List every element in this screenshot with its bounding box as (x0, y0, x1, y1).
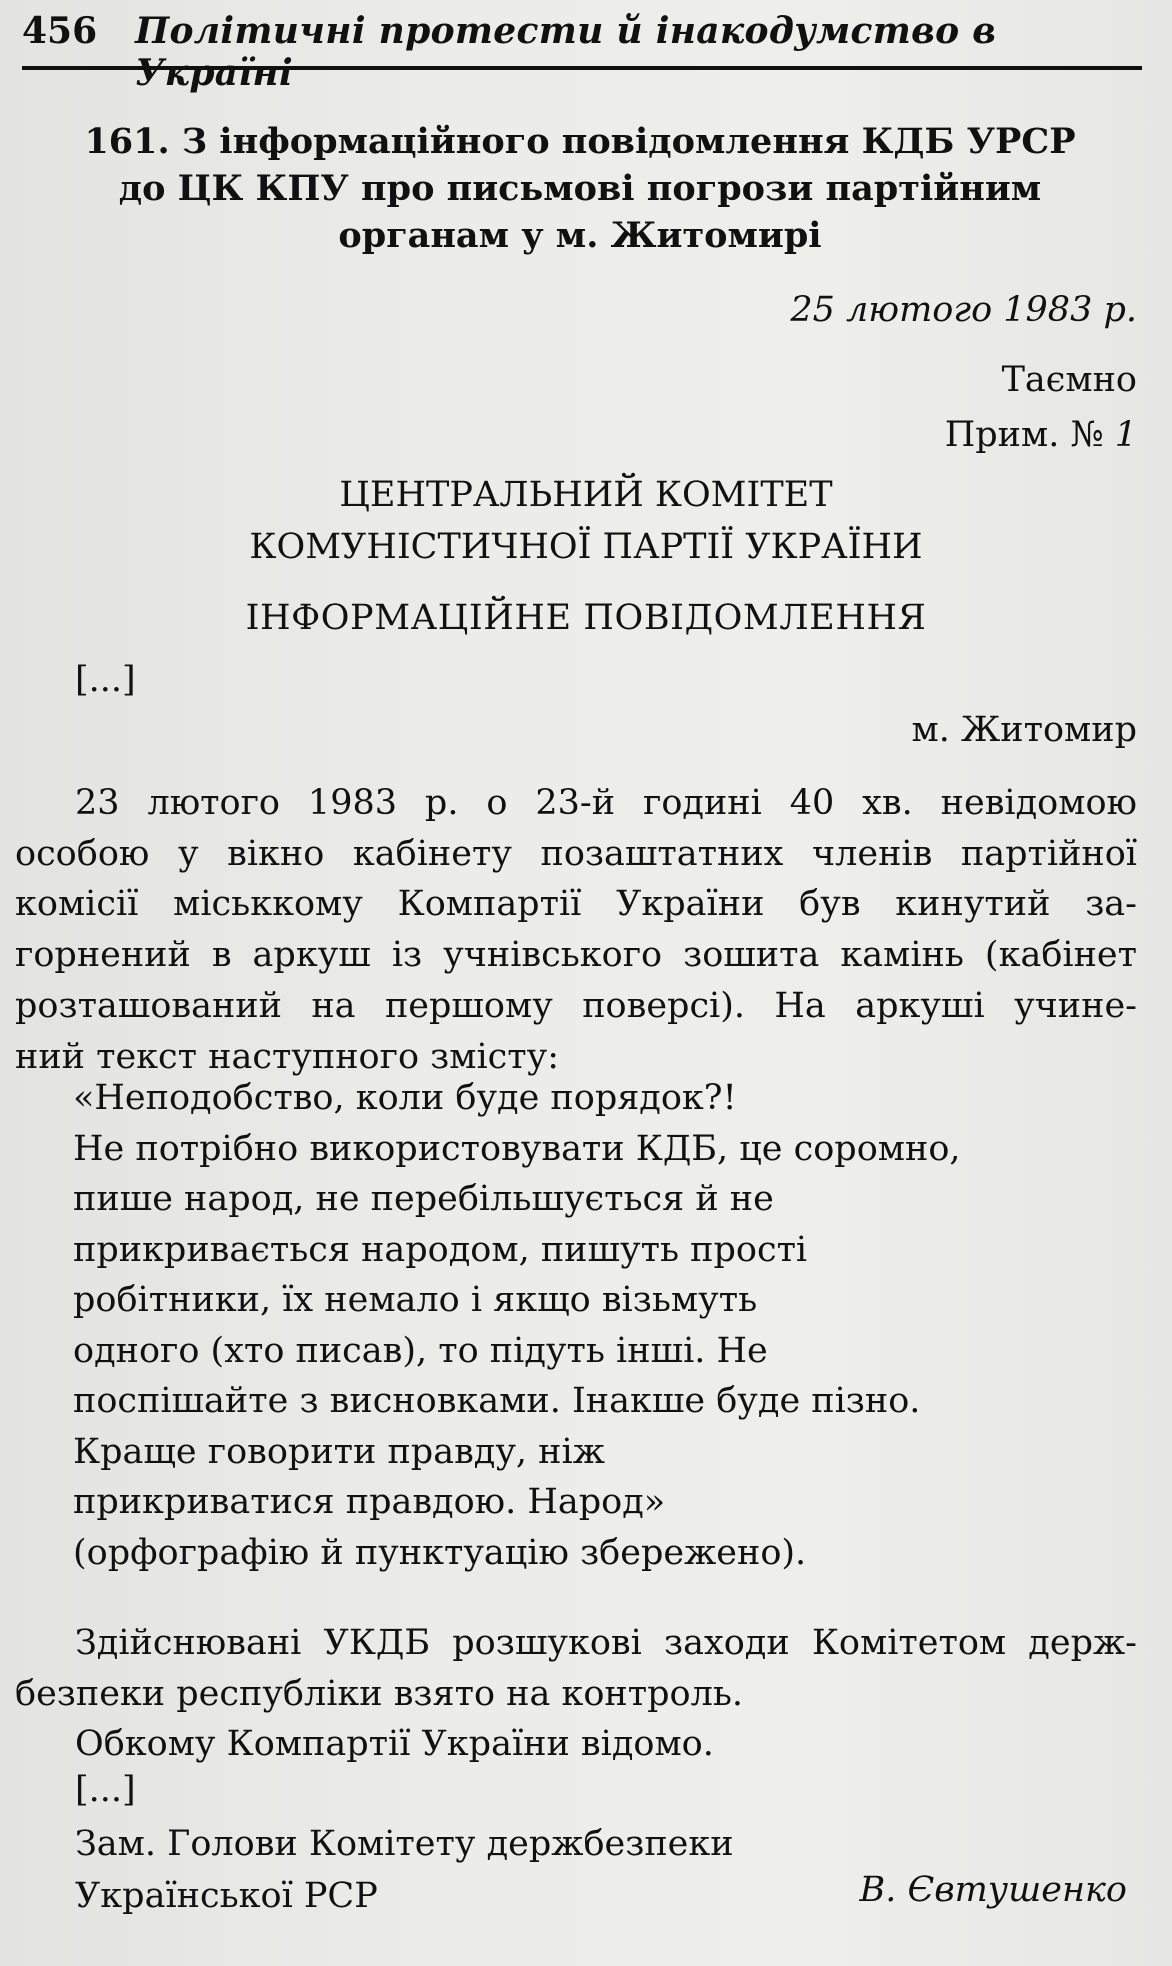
quote-line: прикривається народом, пишуть прості (73, 1229, 808, 1270)
addressee-line: КОМУНІСТИЧНОЇ ПАРТІЇ УКРАЇНИ (249, 527, 923, 567)
page-number: 456 (22, 10, 98, 52)
title-line: 161. З інформаційного повідомлення КДБ УРСР (84, 121, 1076, 162)
signature-position-line: Української РСР (75, 1876, 378, 1916)
document-date: 25 лютого 1983 р. (790, 290, 1137, 330)
document-title (70, 118, 1090, 259)
text-line: особою у вікно кабінету позаштатних членів партійної (15, 833, 1137, 874)
text-line: Здійснювані УКДБ розшукові заходи Комітетом держ- (75, 1623, 1137, 1663)
text-line: комісії міськкому Компартії України був кинутий за- (15, 884, 1137, 925)
report-heading: ІНФОРМАЦІЙНЕ ПОВІДОМЛЕННЯ (245, 598, 927, 638)
quote-line: пише народ, не перебільшується й не (73, 1179, 774, 1219)
addressee-line: ЦЕНТРАЛЬНИЙ КОМІТЕТ (339, 475, 833, 515)
text-line: безпеки республіки взято на контроль. (15, 1673, 743, 1714)
quote-line: (орфографію й пунктуацію збережено). (73, 1532, 807, 1573)
copy-number-value: 1 (1114, 415, 1137, 455)
omission-mark: [...] (75, 1770, 136, 1810)
quote-line: Не потрібно використовувати КДБ, це соромно, (73, 1128, 961, 1169)
text-line: Обкому Компартії України відомо. (75, 1724, 714, 1765)
text-line: ний текст наступного змісту: (15, 1036, 560, 1077)
text-line: 23 лютого 1983 р. о 23-й годині 40 хв. невідомою (75, 783, 1137, 823)
signature-position-line: Зам. Голови Комітету держбезпеки (75, 1824, 734, 1864)
omission-mark: [...] (75, 660, 136, 700)
title-line: органам у м. Житомирі (338, 215, 822, 256)
paragraph-incident (15, 778, 1137, 1082)
quoted-note (73, 1073, 1073, 1578)
quote-line: робітники, їх немало і якщо візьмуть (73, 1280, 758, 1320)
title-line: до ЦК КПУ про письмові погрози партійним (118, 168, 1042, 209)
quote-line: прикриватися правдою. Народ» (73, 1482, 666, 1522)
paragraph-measures (15, 1618, 1137, 1770)
text-line: горнений в аркуш із учнівського зошита камінь (кабінет (15, 935, 1137, 976)
signature-block (75, 1818, 734, 1922)
copy-label: Прим. № (944, 415, 1104, 455)
quote-line: поспішайте з висновками. Інакше буде пізно. (73, 1381, 921, 1421)
signer-name: В. Євтушенко (859, 1870, 1127, 1910)
classification-mark: Таємно (1001, 360, 1137, 400)
quote-line: одного (хто писав), то підуть інші. Не (73, 1330, 768, 1371)
text-line: розташований на першому поверсі). На аркуші учине- (15, 985, 1137, 1026)
page-header (22, 10, 1142, 94)
running-title: Політичні протести й інакодумство в Україні (135, 10, 997, 94)
city-line: м. Житомир (911, 710, 1137, 750)
quote-line: Краще говорити правду, ніж (73, 1431, 605, 1472)
copy-number (945, 415, 1137, 455)
quote-line: «Неподобство, коли буде порядок?! (73, 1078, 737, 1118)
